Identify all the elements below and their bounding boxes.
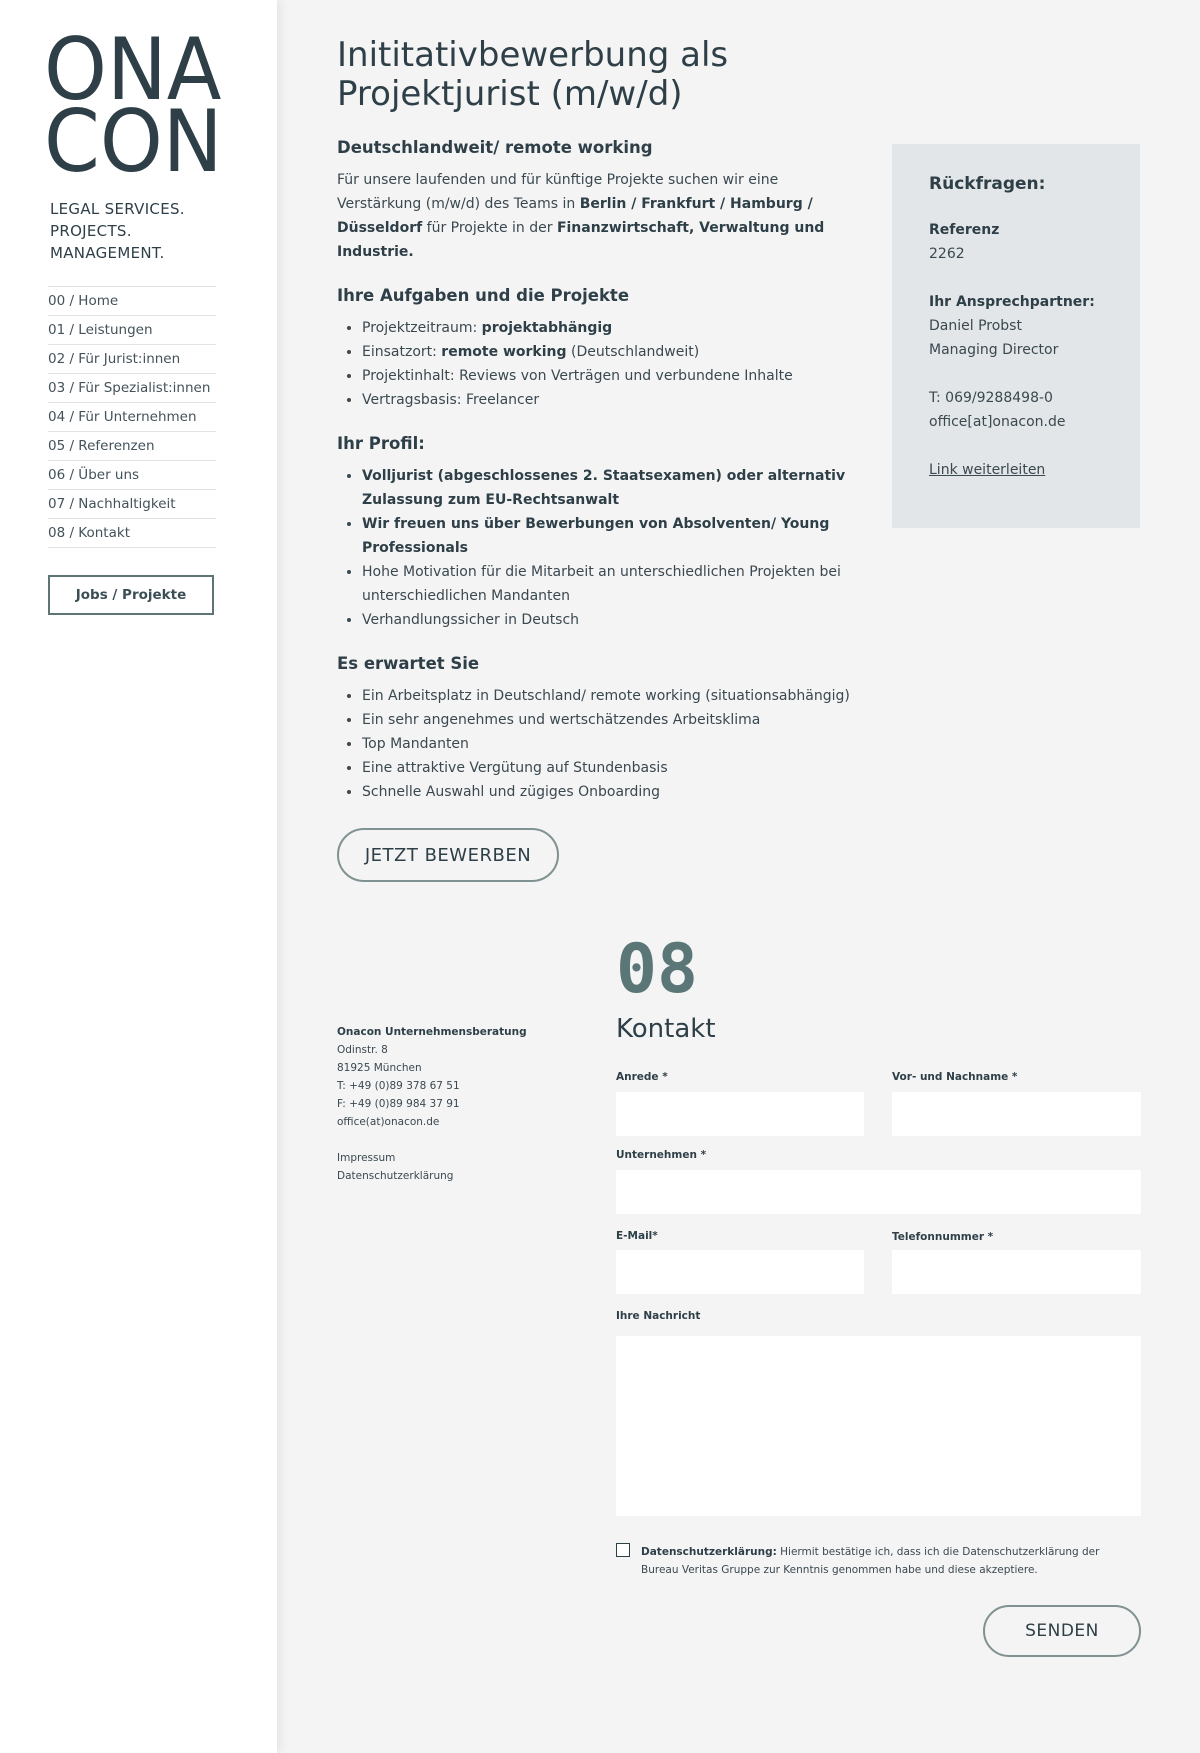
fax: F: +49 (0)89 984 37 91 — [337, 1098, 460, 1110]
questions-box — [892, 144, 1140, 528]
tagline-line-1: LEGAL SERVICES. — [50, 200, 185, 218]
list-item-text: (Deutschlandweit) — [566, 344, 700, 360]
expect-heading: Es erwartet Sie — [337, 654, 480, 673]
location-heading: Deutschlandweit/ remote working — [337, 138, 653, 157]
privacy-link[interactable]: Datenschutzerklärung — [337, 1170, 454, 1182]
email-label: E-Mail* — [616, 1230, 658, 1242]
list-item — [362, 560, 857, 608]
company-name: Onacon Unternehmensberatung — [337, 1026, 527, 1038]
phone-label: Telefonnummer * — [892, 1231, 994, 1243]
nav-item-nachhaltigkeit[interactable]: 07 / Nachhaltigkeit — [48, 489, 216, 518]
profile-heading: Ihr Profil: — [337, 434, 425, 453]
tagline — [50, 198, 185, 264]
phone-input[interactable] — [892, 1250, 1141, 1294]
list-item-bold: projektabhängig — [481, 320, 613, 336]
footer-address — [337, 1023, 527, 1185]
intro-sectors: Finanzwirtschaft, Verwaltung und Industrie. — [337, 220, 825, 260]
spacer — [337, 1131, 527, 1149]
list-item — [362, 364, 857, 388]
tagline-line-3: MANAGEMENT. — [50, 244, 165, 262]
list-item — [362, 464, 857, 512]
jobs-projekte-button[interactable]: Jobs / Projekte — [48, 575, 214, 615]
salutation-label: Anrede * — [616, 1071, 668, 1083]
city: 81925 München — [337, 1062, 422, 1074]
list-item-text: Verhandlungssicher in Deutsch — [362, 612, 580, 628]
spacer — [929, 434, 1103, 458]
contact-person-role: Managing Director — [929, 342, 1059, 358]
salutation-input[interactable] — [616, 1092, 864, 1136]
intro-text-1: Für unsere laufenden und für künftige Projekte suchen wir eine Verstärkung (m/w/d) des Teams in — [337, 172, 779, 212]
main-nav — [48, 286, 216, 548]
list-item — [362, 608, 857, 632]
phone: T: +49 (0)89 378 67 51 — [337, 1080, 460, 1092]
profile-section — [337, 432, 857, 632]
page-title: Inititativbewerbung als Projektjurist (m/w/d) — [337, 35, 729, 114]
expect-section — [337, 652, 857, 804]
expect-list — [337, 684, 857, 804]
list-item-bold: remote working — [441, 344, 567, 360]
company-label: Unternehmen * — [616, 1149, 707, 1161]
contact-title: Kontakt — [616, 1014, 716, 1044]
contact-person-name: Daniel Probst — [929, 318, 1022, 334]
consent-text — [641, 1543, 1131, 1579]
apply-button[interactable]: JETZT BEWERBEN — [337, 828, 559, 882]
spacer — [929, 266, 1103, 290]
nav-item-leistungen[interactable]: 01 / Leistungen — [48, 315, 216, 344]
sidebar — [0, 0, 277, 1753]
contact-person-label: Ihr Ansprechpartner: — [929, 294, 1095, 310]
email-input[interactable] — [616, 1250, 864, 1294]
list-item: • Schnelle Auswahl und zügiges Onboarding — [362, 780, 857, 804]
list-item-text: Hohe Motivation für die Mitarbeit an unterschiedlichen Projekten bei unterschiedlichen Mandanten — [362, 564, 841, 604]
contact-email: office[at]onacon.de — [929, 414, 1066, 430]
send-button[interactable]: SENDEN — [983, 1605, 1141, 1657]
list-item — [362, 316, 857, 340]
imprint-link[interactable]: Impressum — [337, 1152, 396, 1164]
list-item — [362, 340, 857, 364]
list-item: • Eine attraktive Vergütung auf Stundenbasis — [362, 756, 857, 780]
logo-line-1: ONA — [44, 20, 222, 120]
list-item — [362, 388, 857, 412]
nav-item-kontakt[interactable]: 08 / Kontakt — [48, 518, 216, 548]
tagline-line-2: PROJECTS. — [50, 222, 132, 240]
intro-text-2: für Projekte in der — [422, 220, 557, 236]
nav-item-fuer-juristinnen[interactable]: 02 / Für Jurist:innen — [48, 344, 216, 373]
tasks-list — [337, 316, 857, 412]
list-item-text: Projektinhalt: Reviews von Verträgen und verbundene Inhalte — [362, 368, 793, 384]
list-item: • Ein Arbeitsplatz in Deutschland/ remote working (situationsabhängig) — [362, 684, 857, 708]
tasks-heading: Ihre Aufgaben und die Projekte — [337, 286, 630, 305]
list-item-bold: Volljurist (abgeschlossenes 2. Staatsexamen) oder alternativ Zulassung zum EU-Rechtsanwalt — [362, 468, 846, 508]
list-item-text: Einsatzort: — [362, 344, 442, 360]
tasks-section — [337, 284, 857, 412]
reference-label: Referenz — [929, 222, 1000, 238]
list-item-text: Vertragsbasis: Freelancer — [362, 392, 540, 408]
section-number: 08 — [616, 930, 698, 1009]
message-label: Ihre Nachricht — [616, 1310, 701, 1322]
street: Odinstr. 8 — [337, 1044, 388, 1056]
contact-phone: T: 069/9288498-0 — [929, 390, 1053, 406]
email: office(at)onacon.de — [337, 1116, 440, 1128]
onacon-logo[interactable] — [44, 20, 236, 192]
list-item-text: Projektzeitraum: — [362, 320, 482, 336]
intro-cities: Berlin / Frankfurt / Hamburg / Düsseldorf — [337, 196, 813, 236]
intro-paragraph — [337, 168, 857, 264]
consent-body: Hiermit bestätige ich, dass ich die Datenschutzerklärung der Bureau Veritas Gruppe zur Kenntnis genommen habe und diese akzeptiere. — [641, 1546, 1100, 1576]
job-content — [337, 136, 857, 804]
nav-item-fuer-spezialistinnen[interactable]: 03 / Für Spezialist:innen — [48, 373, 216, 402]
list-item: • Top Mandanten — [362, 732, 857, 756]
nav-item-ueber-uns[interactable]: 06 / Über uns — [48, 460, 216, 489]
questions-title: Rückfragen: — [929, 174, 1046, 194]
message-textarea[interactable] — [616, 1336, 1141, 1516]
nav-item-fuer-unternehmen[interactable]: 04 / Für Unternehmen — [48, 402, 216, 431]
forward-link[interactable]: Link weiterleiten — [929, 462, 1046, 478]
list-item: • Ein sehr angenehmes und wertschätzendes Arbeitsklima — [362, 708, 857, 732]
reference-value: 2262 — [929, 246, 965, 262]
nav-item-home[interactable]: 00 / Home — [48, 286, 216, 315]
company-input[interactable] — [616, 1170, 1141, 1214]
profile-list — [337, 464, 857, 632]
nav-item-referenzen[interactable]: 05 / Referenzen — [48, 431, 216, 460]
list-item-bold: Wir freuen uns über Bewerbungen von Absolventen/ Young Professionals — [362, 516, 830, 556]
consent-checkbox[interactable] — [616, 1543, 630, 1557]
spacer — [929, 362, 1103, 386]
name-label: Vor- und Nachname * — [892, 1071, 1018, 1083]
list-item — [362, 512, 857, 560]
logo-line-2: CON — [44, 92, 223, 192]
name-input[interactable] — [892, 1092, 1141, 1136]
consent-label: Datenschutzerklärung: — [641, 1546, 777, 1558]
